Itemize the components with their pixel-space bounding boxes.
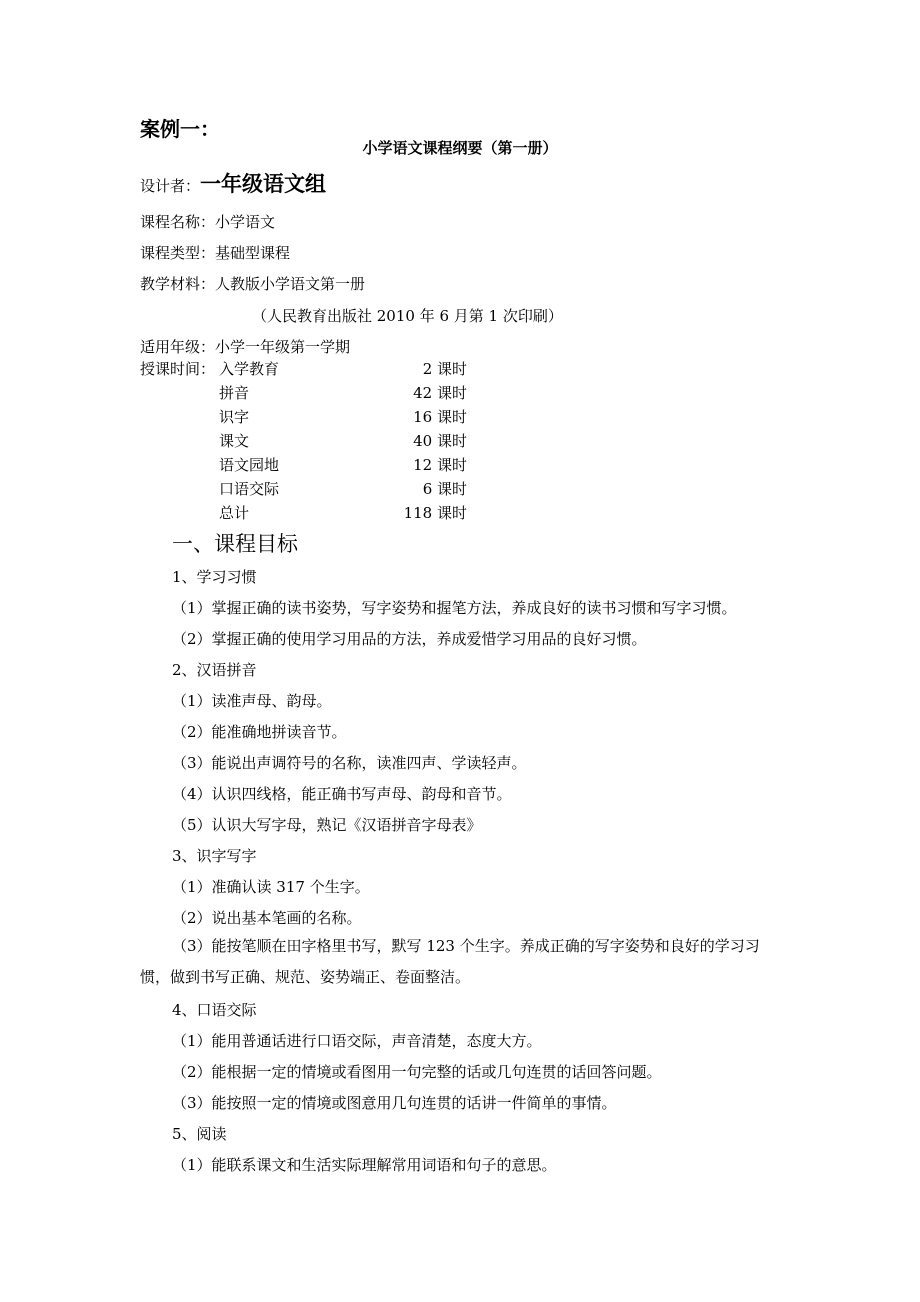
schedule-item-name: 总计 (219, 504, 250, 522)
grade-value: 小学一年级第一学期 (215, 338, 351, 356)
list-item: （2）能准确地拼读音节。 (172, 723, 347, 741)
course-name-row (140, 211, 275, 232)
list-item: （4）认识四线格，能正确书写声母、韵母和音节。 (172, 785, 512, 803)
schedule-item-hours: 6 课时 (422, 480, 467, 498)
document-title: 小学语文课程纲要（第一册） (362, 139, 558, 157)
material-value: 人教版小学语文第一册 (215, 275, 366, 293)
schedule-item-name: 拼音 (219, 384, 250, 402)
list-item: （2）掌握正确的使用学习用品的方法，养成爱惜学习用品的良好习惯。 (172, 630, 647, 648)
list-item: （1）能用普通话进行口语交际，声音清楚，态度大方。 (172, 1032, 542, 1050)
list-item: （2）能根据一定的情境或看图用一句完整的话或几句连贯的话回答问题。 (172, 1063, 662, 1081)
section-heading: 一、课程目标 (172, 532, 298, 556)
subsection-title: 3、识字写字 (172, 847, 257, 865)
schedule-item-hours: 40 课时 (413, 432, 467, 450)
schedule-item-hours: 16 课时 (413, 408, 467, 426)
list-item: （1）能联系课文和生活实际理解常用词语和句子的意思。 (172, 1156, 557, 1174)
schedule-label: 授课时间： (140, 360, 216, 378)
case-title: 案例一： (140, 117, 220, 141)
course-name-value: 小学语文 (215, 213, 276, 231)
subsection-title: 1、学习习惯 (172, 568, 257, 586)
course-name-label: 课程名称： (140, 213, 216, 231)
list-item: （3）能说出声调符号的名称，读准四声、学读轻声。 (172, 754, 527, 772)
course-type-value: 基础型课程 (215, 244, 291, 262)
schedule-item-name: 口语交际 (219, 480, 280, 498)
schedule-item-hours: 118 课时 (403, 504, 467, 522)
designer-value: 一年级语文组 (200, 171, 327, 196)
list-item: （2）说出基本笔画的名称。 (172, 909, 362, 927)
subsection-title: 2、汉语拼音 (172, 661, 257, 679)
designer-line (140, 168, 326, 198)
subsection-title: 5、阅读 (172, 1125, 227, 1143)
list-item: （3）能按照一定的情境或图意用几句连贯的话讲一件简单的事情。 (172, 1094, 617, 1112)
schedule-item-name: 入学教育 (219, 360, 280, 378)
course-type-row (140, 242, 290, 263)
list-item: （1）掌握正确的读书姿势，写字姿势和握笔方法，养成良好的读书习惯和写字习惯。 (172, 599, 737, 617)
material-row (140, 273, 365, 294)
list-item: （1）准确认读 317 个生字。 (172, 878, 370, 896)
designer-label: 设计者： (140, 177, 201, 195)
grade-label: 适用年级： (140, 338, 216, 356)
schedule-item-name: 语文园地 (219, 456, 280, 474)
schedule-item-name: 课文 (219, 432, 250, 450)
subsection-title: 4、口语交际 (172, 1001, 257, 1019)
course-type-label: 课程类型： (140, 244, 216, 262)
list-item: （1）读准声母、韵母。 (172, 692, 332, 710)
schedule-item-hours: 12 课时 (413, 456, 467, 474)
schedule-item-hours: 2 课时 (422, 360, 467, 378)
list-item: （5）认识大写字母，熟记《汉语拼音字母表》 (172, 816, 482, 834)
schedule-item-name: 识字 (219, 408, 250, 426)
grade-row (140, 336, 350, 357)
material-label: 教学材料： (140, 275, 216, 293)
list-item-wrapped: （3）能按笔顺在田字格里书写，默写 123 个生字。养成正确的写字姿势和良好的学习习惯，做到书写正确、规范、姿势端正、卷面整洁。 (140, 937, 760, 986)
material-note: （人民教育出版社 2010 年 6 月第 1 次印刷） (252, 307, 563, 325)
schedule-item-hours: 42 课时 (413, 384, 467, 402)
